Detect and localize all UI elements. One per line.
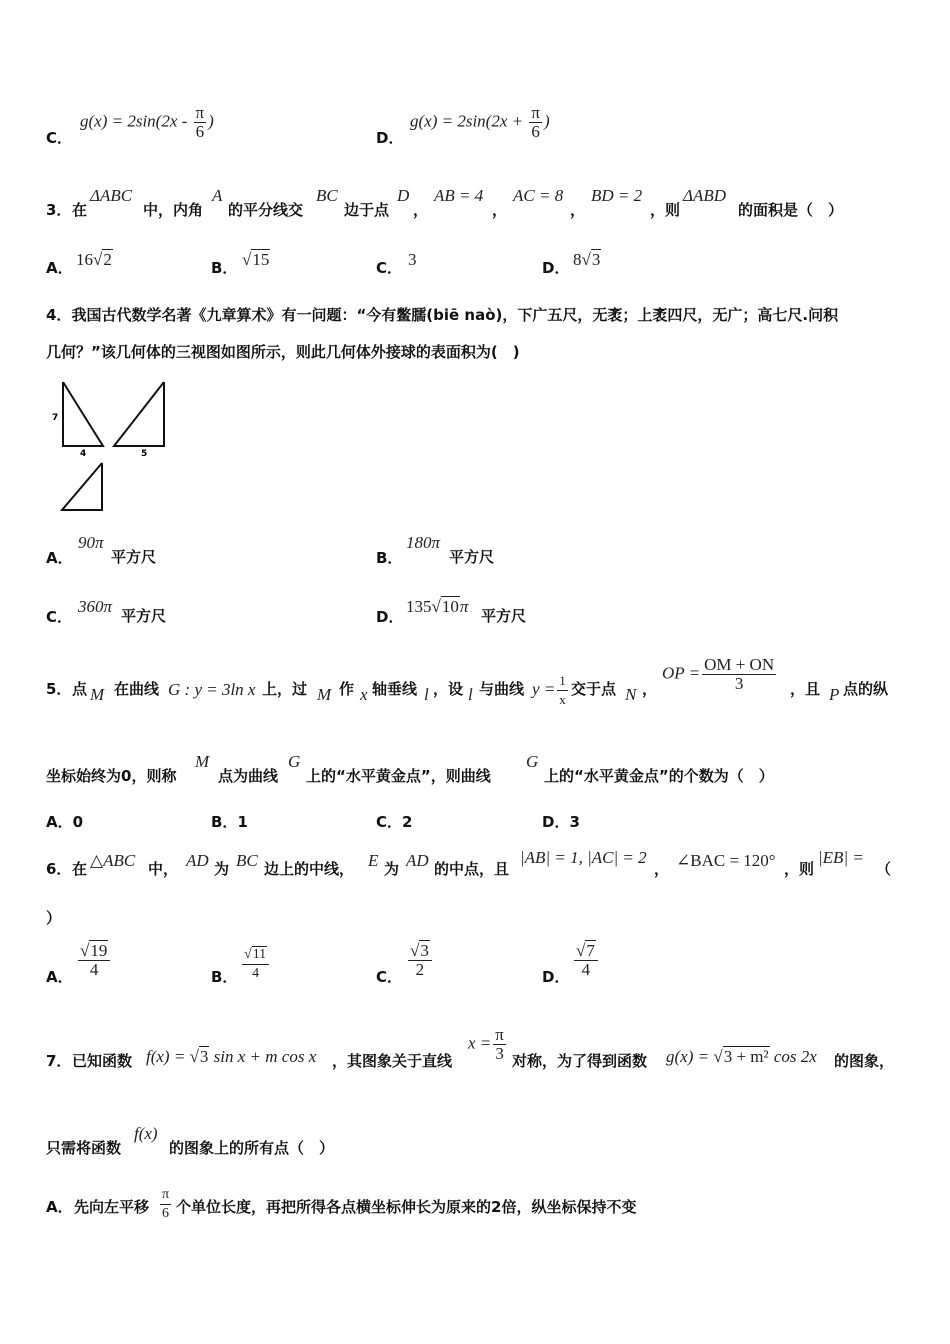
option-a-label: A．	[46, 1198, 73, 1216]
q5-text: ，设	[433, 680, 464, 698]
option-a-unit: 平方尺	[111, 548, 157, 566]
question-number: 5．	[46, 680, 72, 698]
q7-text: ，其图象关于直线	[332, 1052, 453, 1070]
option-d-label: D．	[542, 259, 570, 277]
q6-math: AD	[186, 851, 209, 870]
q3-text: 的平分线交	[228, 201, 304, 219]
q6-text: 的中点，且	[434, 860, 510, 878]
q3-text: ，	[570, 201, 586, 219]
q5-text: 轴垂线	[372, 680, 418, 698]
q7-line-x: x = $\frac{\pi}{3}$	[468, 1025, 504, 1063]
q5-math: x	[360, 685, 368, 704]
q3-math: D	[397, 186, 410, 205]
front-view-triangle	[63, 382, 103, 446]
q3-math: ΔABD	[683, 186, 727, 205]
option-a: A．0	[46, 813, 84, 831]
q5-math: G : y = 3ln x	[168, 680, 256, 699]
label-height: 7	[52, 413, 59, 423]
top-view-triangle	[62, 463, 102, 510]
formula-part: )	[543, 111, 550, 131]
option-a-text: 个单位长度，再把所得各点横坐标伸长为原来的2倍，纵坐标保持不变	[176, 1198, 637, 1216]
option-d-value: 8√3	[573, 250, 601, 269]
option-a-value: 16√2	[76, 250, 112, 269]
option-b-math: 180π	[406, 533, 441, 552]
q5-text: 点为曲线	[218, 767, 279, 785]
q3-text: 的面积是（ ）	[738, 201, 844, 219]
question-6-close: ）	[46, 909, 62, 927]
option-c: C．2	[376, 813, 413, 831]
option-c-label: C．	[46, 129, 73, 147]
option-d: D．3	[542, 813, 580, 831]
q5-math: G	[526, 752, 539, 771]
q5-text: 交于点	[571, 680, 617, 698]
option-a-text: 先向左平移	[74, 1198, 150, 1216]
q5-text: ，	[642, 680, 658, 698]
q5-text: 与曲线	[479, 680, 525, 698]
option-c-label: C．	[376, 968, 403, 986]
question-4-line2: 几何？”该几何体的三视图如图所示，则此几何体外接球的表面积为( )	[46, 343, 520, 361]
option-a-label: A．	[46, 259, 73, 277]
q5-text: 点	[72, 680, 88, 698]
q3-math: BD = 2	[591, 186, 643, 205]
option-b-label: B．	[211, 968, 238, 986]
q5-math: G	[288, 752, 301, 771]
question-4-line1: 4．我国古代数学名著《九章算术》有一问题：“今有鳖臑(biē naò)，下广五尺，无袤；上袤四尺，无广；高七尺.问积	[46, 306, 839, 324]
q5-math: l	[424, 685, 429, 704]
frac-num: π	[531, 103, 540, 122]
three-view-figure	[48, 376, 178, 516]
q5-text: 上，过	[262, 680, 308, 698]
q6-math: BC	[236, 851, 258, 870]
option-b: B．1	[211, 813, 248, 831]
formula-part: )	[208, 111, 214, 131]
option-c-value: $\frac{√3}{2}$	[406, 942, 434, 979]
option-c-label: C．	[46, 608, 73, 626]
frac-den: 6	[531, 122, 540, 141]
q5-math: P	[829, 685, 840, 704]
q3-math: A	[212, 186, 223, 205]
q6-math: AD	[406, 851, 429, 870]
q6-math: E	[368, 851, 379, 870]
option-d-label: D．	[542, 968, 570, 986]
q6-math: |AB| = 1, |AC| = 2	[520, 848, 647, 867]
q3-math: AC = 8	[513, 186, 564, 205]
q5-math: M	[317, 685, 332, 704]
q3-math: AB = 4	[434, 186, 484, 205]
q6-text: 中，	[148, 860, 179, 878]
label-width-4: 4	[80, 449, 87, 459]
q5-text: 上的“水平黄金点”，则曲线	[306, 767, 491, 785]
option-a-value: $\frac{√19}{4}$	[76, 942, 112, 979]
option-d-label: D．	[376, 129, 404, 147]
side-view-triangle	[114, 382, 164, 446]
q6-text: 边上的中线，	[264, 860, 355, 878]
option-b-value: √15	[242, 250, 270, 269]
q5-text: 上的“水平黄金点”的个数为（ ）	[544, 767, 774, 785]
question-number: 7．	[46, 1052, 72, 1070]
q7-math: f(x)	[134, 1124, 158, 1143]
q5-math: l	[468, 685, 473, 704]
q7-text: 的图象，	[834, 1052, 895, 1070]
option-c-unit: 平方尺	[121, 607, 167, 625]
q5-text: 在曲线	[114, 680, 160, 698]
q3-text: ，	[492, 201, 508, 219]
q3-text: 边于点	[344, 201, 390, 219]
q7-g-formula: g(x) = √3 + m² cos 2x	[666, 1047, 817, 1066]
option-b-value: $\frac{√11}{4}$	[240, 946, 271, 983]
option-a-frac: $\frac{\pi}{6}$	[162, 1187, 170, 1221]
option-a-label: A．	[46, 968, 73, 986]
frac-den: 6	[195, 122, 205, 141]
option-c-formula	[80, 104, 214, 141]
question-number: 6．	[46, 860, 72, 878]
q6-math: ∠BAC = 120°	[676, 851, 776, 870]
option-c-label: C．	[376, 259, 403, 277]
option-a-label: A．	[46, 549, 73, 567]
q5-math: M	[90, 685, 105, 704]
q3-text: 中，内角	[143, 201, 204, 219]
frac-num: π	[195, 103, 205, 122]
q5-text: 点的纵	[843, 680, 889, 698]
q7-text: 只需将函数	[46, 1139, 122, 1157]
option-c-math: 360π	[78, 597, 113, 616]
q7-text: 的图象上的所有点（ ）	[169, 1139, 335, 1157]
option-d-formula	[410, 104, 550, 141]
q7-text: 对称，为了得到函数	[512, 1052, 648, 1070]
option-d-label: D．	[376, 608, 404, 626]
question-number: 3．	[46, 201, 72, 219]
formula-part: g(x) = 2sin(2x -	[80, 111, 192, 131]
label-width-5: 5	[141, 449, 148, 459]
q5-math: OP = $\frac{OM + ON}{3}$	[662, 655, 775, 693]
q6-text: ，则	[784, 860, 815, 878]
q5-text: 坐标始终为0，则称	[46, 767, 177, 785]
q3-math: BC	[316, 186, 338, 205]
q6-text: （	[876, 860, 892, 878]
option-b-label: B．	[376, 549, 403, 567]
q5-text: 作	[339, 680, 355, 698]
q6-math: |EB| =	[818, 848, 864, 867]
q6-text: 在	[72, 860, 88, 878]
option-b-unit: 平方尺	[449, 548, 495, 566]
option-c-value: 3	[408, 250, 417, 269]
q3-text: 在	[72, 201, 88, 219]
q6-text: ，	[654, 860, 670, 878]
q5-math: N	[625, 685, 637, 704]
q5-text: ，且	[790, 680, 821, 698]
q3-text: ，则	[650, 201, 681, 219]
q6-math: △ABC	[90, 851, 136, 870]
option-d-math: 135√10π	[406, 597, 469, 616]
option-b-label: B．	[211, 259, 238, 277]
q5-math: y = $\frac{1}{x}$	[532, 673, 566, 707]
q6-text: 为	[214, 860, 230, 878]
formula-part: g(x) = 2sin(2x +	[410, 111, 528, 131]
q5-math: M	[195, 752, 210, 771]
q7-text: 已知函数	[72, 1052, 133, 1070]
option-a-math: 90π	[78, 533, 104, 552]
q3-text: ，	[413, 201, 429, 219]
option-d-value: $\frac{√7}{4}$	[572, 942, 600, 979]
q6-text: 为	[384, 860, 400, 878]
option-d-unit: 平方尺	[481, 607, 527, 625]
q7-f-formula: f(x) = √3 sin x + m cos x	[146, 1047, 317, 1066]
q3-math: ΔABC	[90, 186, 133, 205]
